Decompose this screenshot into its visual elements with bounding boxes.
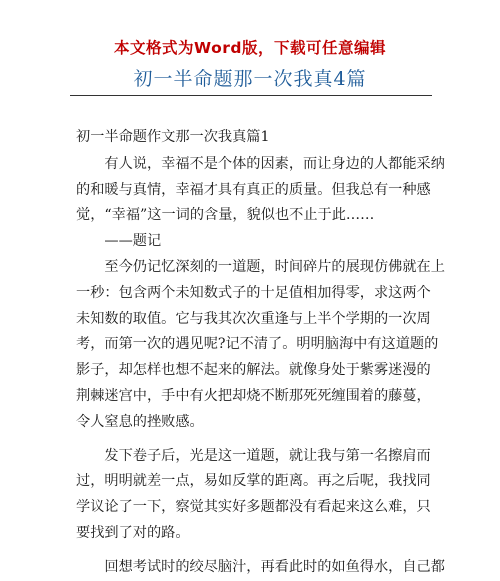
paragraph-line: 过，明明就差一点，易如反掌的距离。再之后呢，我找同 (76, 473, 431, 490)
paragraph-line: 一秒：包含两个未知数式子的十足值相加得零，求这两个 (76, 284, 431, 301)
paragraph-line: 回想考试时的绞尽脑汁，再看此时的如鱼得水，自己都 (104, 558, 445, 575)
paragraph-line: 荆棘迷宫中，手中有火把却烧不断那死死缠围着的藤蔓， (76, 387, 431, 404)
paragraph-line: 至今仍记忆深刻的一道题，时间碎片的展现仿佛就在上 (104, 258, 445, 275)
paragraph-line: 的和暖与真情，幸福才具有真正的质量。但我总有一种感 (76, 181, 431, 198)
format-banner: 本文格式为Word版，下载可任意编辑 (114, 39, 386, 57)
paragraph-3 (76, 444, 434, 547)
paragraph-line: 要找到了对的路。 (76, 524, 190, 541)
paragraph-1 (76, 152, 445, 229)
paragraph-line: 考，而第一次的遇见呢?记不清了。明明脑海中有这道题的 (76, 336, 439, 353)
article-subtitle: 初一半命题作文那一次我真篇1 (76, 129, 270, 145)
paragraph-line: 未知数的取值。它与我其次次重逢与上半个学期的一次周 (76, 310, 431, 327)
document-title: 初一半命题那一次我真4篇 (133, 68, 367, 90)
epigraph-attribution: ——题记 (104, 233, 162, 250)
paragraph-line: 发下卷子后，光是这一道题，就让我与第一名擦肩而 (104, 447, 431, 464)
paragraph-line: 学议论了一下，察觉其实好多题都没有看起来这么难，只 (76, 499, 431, 516)
paragraph-line: 令人窒息的挫败感。 (76, 413, 204, 430)
paragraph-line: 影子，却怎样也想不起来的解法。就像身处于紫雾迷漫的 (76, 362, 431, 379)
title-divider (70, 95, 432, 96)
paragraph-line: 觉，“幸福”这一词的含量，貌似也不止于此…… (76, 207, 375, 224)
paragraph-4 (76, 555, 445, 581)
paragraph-line: 有人说，幸福不是个体的因素，而让身边的人都能采纳 (104, 155, 445, 172)
article-body (76, 125, 445, 581)
paragraph-2 (76, 255, 445, 436)
